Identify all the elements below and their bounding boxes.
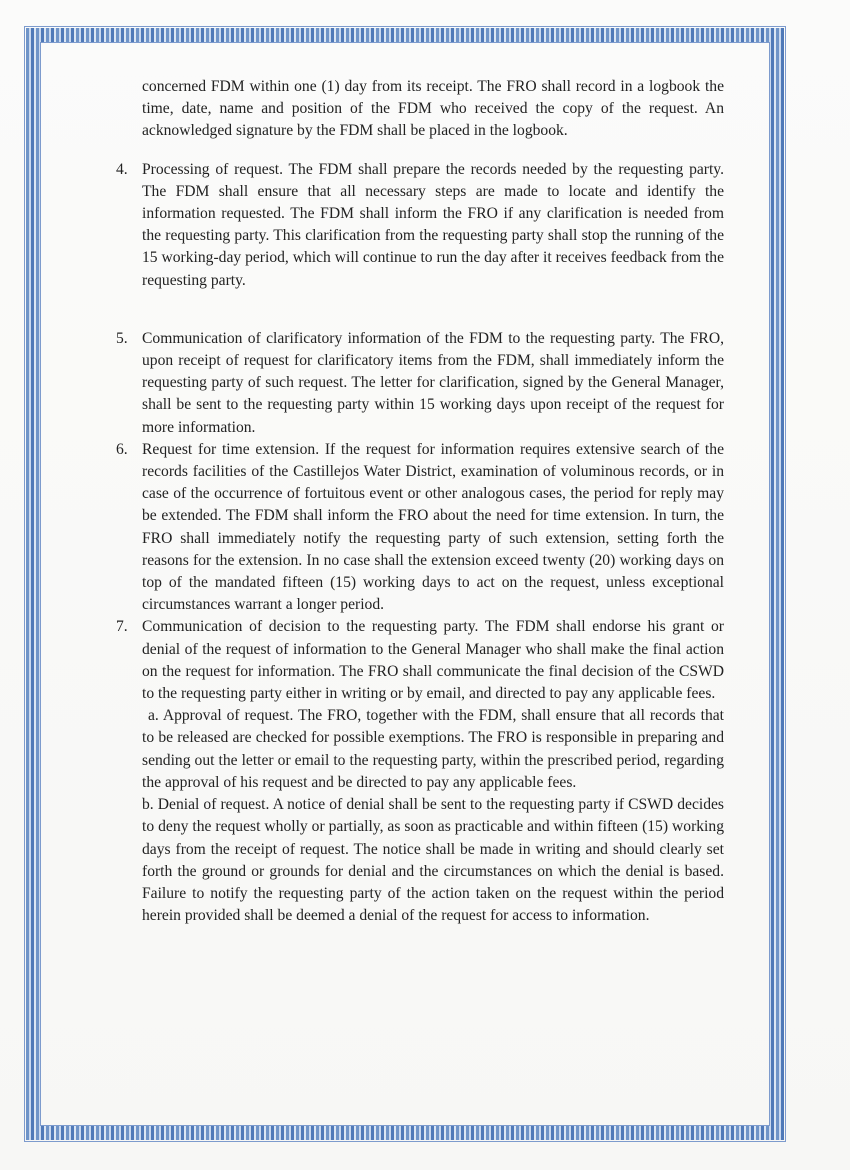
intro-paragraph: concerned FDM within one (1) day from its receipt. The FRO shall record in a logbook the time, date, name and position of the FDM who received the copy of the request. An acknowledged signature by the FDM shall be placed in the logbook.	[142, 78, 724, 140]
list-item-4	[112, 159, 724, 292]
item-number: 7.	[116, 618, 128, 636]
item-text: Request for time extension. If the request for information requires extensive search of the records facilities of the Castillejos Water District, examination of voluminous records, or in case of the occurrence of fortuitous event or other analogous cases, the period for reply may be extended. The FDM shall inform the FRO about the need for time extension. In turn, the FRO shall immediately notify the requesting party of such extension, setting forth the reasons for the extension. In no case shall the extension exceed twenty (20) working days on top of the mandated fifteen (15) working days to act on the request, unless exceptional circumstances warrant a longer period.	[142, 440, 724, 614]
document-body	[112, 76, 724, 927]
item-number: 4.	[116, 160, 128, 178]
sub-item-b: b. Denial of request. A notice of denial shall be sent to the requesting party if CSWD decides to deny the request wholly or partially, as soon as practicable and within fifteen (15) working days from the receipt of request. The notice shall be made in writing and should clearly set forth the ground or grounds for denial and the circumstances on which the denial is based. Failure to notify the requesting party of the action taken on the request within the period herein provided shall be deemed a denial of the request for access to information.	[142, 796, 724, 925]
item-text: Communication of decision to the requesting party. The FDM shall endorse his grant or denial of the request of information to the General Manager who shall make the final action on the request for information. The FRO shall communicate the final decision of the CSWD to the requesting party either in writing or by email, and directed to pay any applicable fees.	[142, 618, 724, 703]
item-text: Processing of request. The FDM shall prepare the records needed by the requesting party. The FDM shall ensure that all necessary steps are made to locate and identify the information requested. The FDM shall inform the FRO if any clarification is needed from the requesting party. This clarification from the requesting party shall stop the running of the 15 working-day period, which will continue to run the day after it receives feedback from the requesting party.	[142, 160, 724, 289]
list-item-5	[112, 328, 724, 439]
list-item-7	[112, 616, 724, 705]
item-number: 5.	[116, 329, 128, 347]
item-number: 6.	[116, 440, 128, 458]
item-text: Communication of clarificatory information of the FDM to the requesting party. The FRO, upon receipt of request for clarificatory items from the FDM, shall immediately inform the requesting party of such request. The letter for clarification, signed by the General Manager, shall be sent to the requesting party within 15 working days upon receipt of the request for more information.	[142, 329, 724, 436]
sub-item-a: a. Approval of request. The FRO, together with the FDM, shall ensure that all records that to be released are checked for possible exemptions. The FRO is responsible in preparing and sending out the letter or email to the requesting party, within the prescribed period, regarding the approval of his request and be directed to pay any applicable fees.	[142, 707, 724, 791]
list-item-6	[112, 439, 724, 617]
